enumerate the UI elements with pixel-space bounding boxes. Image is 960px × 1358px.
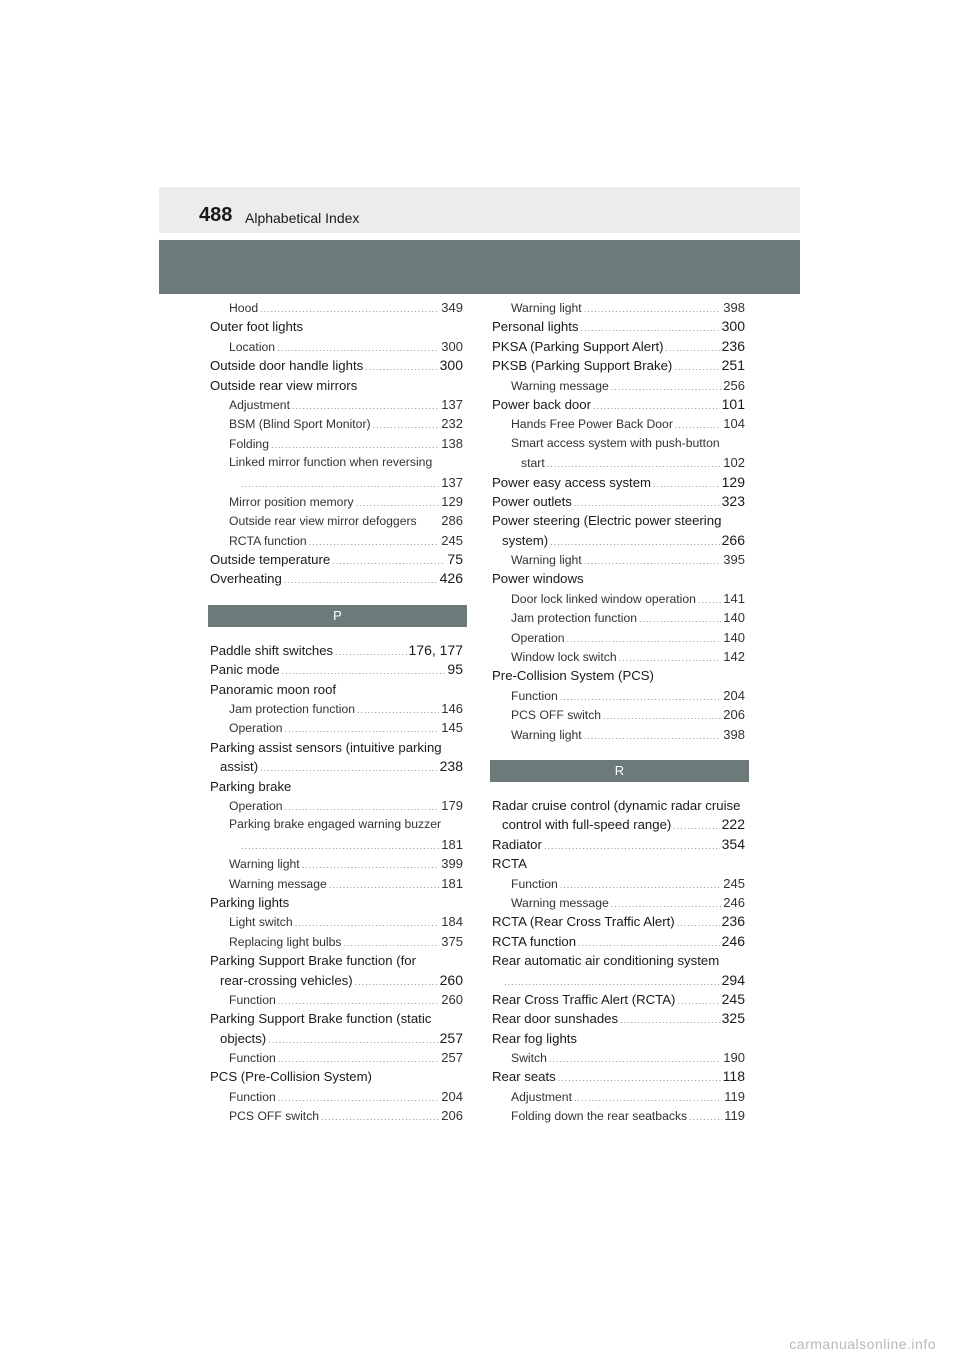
index-entry: [210, 660, 463, 679]
index-entry: [210, 990, 463, 1009]
entry-term: Folding down the rear seatbacks: [511, 1109, 688, 1124]
entry-page: 260: [441, 991, 463, 1007]
entry-page: 222: [721, 816, 745, 833]
index-heading: Panoramic moon roof: [210, 681, 337, 697]
entry-page: 257: [439, 1029, 463, 1046]
index-entry: [492, 395, 745, 414]
entry-term: Door lock linked window operation: [511, 591, 696, 606]
entry-page: 145: [441, 720, 463, 736]
dot-leader: [547, 455, 722, 472]
dot-leader: [278, 1050, 440, 1067]
entry-page: 137: [441, 474, 463, 490]
entry-term: Function: [229, 1089, 276, 1104]
dot-leader: [278, 1089, 440, 1106]
entry-term: system): [502, 532, 549, 548]
dot-leader: [268, 1031, 437, 1048]
entry-page: 325: [721, 1010, 745, 1027]
index-entry: [210, 511, 463, 530]
dot-leader: [285, 798, 440, 815]
index-entry: [210, 835, 463, 854]
index-entry: [492, 647, 745, 666]
entry-term: Folding: [229, 436, 269, 451]
dot-leader: [260, 300, 439, 317]
entry-term: Adjustment: [229, 397, 290, 412]
entry-term: Switch: [511, 1051, 547, 1066]
entry-term: Function: [511, 876, 558, 891]
page-number: 488: [199, 204, 233, 226]
dot-leader: [284, 571, 438, 588]
entry-page: 245: [721, 990, 745, 1007]
dot-leader: [620, 1011, 720, 1028]
dot-leader: [675, 416, 721, 433]
index-entry: [210, 298, 463, 317]
entry-page: 190: [723, 1050, 745, 1066]
index-entry: [492, 492, 745, 511]
dot-leader: [639, 610, 721, 627]
entry-page: 245: [723, 875, 745, 891]
entry-term: RCTA function: [492, 933, 577, 949]
entry-page: 260: [439, 971, 463, 988]
entry-page: 101: [721, 395, 745, 412]
dot-leader: [666, 339, 720, 356]
index-entry: [492, 971, 745, 990]
entry-term: PCS OFF switch: [511, 708, 602, 723]
entry-term: Outside door handle lights: [210, 358, 364, 374]
index-entry: [210, 473, 463, 492]
entries-left-top: [210, 298, 463, 589]
index-heading: Parking brake engaged warning buzzer: [229, 817, 442, 832]
index-heading: Parking Support Brake function (for: [210, 953, 416, 969]
entry-page: 399: [441, 856, 463, 872]
entry-page: 245: [441, 532, 463, 548]
index-entry: [492, 414, 745, 433]
index-heading: Outer foot lights: [210, 319, 304, 335]
entry-term: Operation: [229, 798, 283, 813]
index-entry: [210, 699, 463, 718]
entry-page: 129: [721, 473, 745, 490]
index-entry: [210, 718, 463, 737]
dot-leader: [241, 837, 439, 854]
entry-term: rear-crossing vehicles): [220, 972, 353, 988]
entry-term: Mirror position memory: [229, 494, 354, 509]
entry-page: 251: [721, 357, 745, 374]
dot-leader: [549, 1050, 721, 1067]
index-entry: [210, 395, 463, 414]
entry-page: 141: [723, 590, 745, 606]
entry-term: Jam protection function: [511, 611, 638, 626]
entry-term: Function: [229, 992, 276, 1007]
index-heading: Parking lights: [210, 894, 290, 910]
entry-term: Rear Cross Traffic Alert (RCTA): [492, 991, 676, 1007]
dot-leader: [574, 1089, 722, 1106]
entry-page: 75: [447, 551, 463, 568]
entry-term: Operation: [229, 721, 283, 736]
entry-page: 294: [721, 971, 745, 988]
entry-page: 398: [723, 300, 745, 315]
dot-leader: [574, 494, 720, 511]
entry-term: Light switch: [229, 915, 293, 930]
index-entry: [210, 492, 463, 511]
dot-leader: [295, 914, 440, 931]
entry-page: 232: [441, 416, 463, 432]
section-header-p: P: [208, 605, 467, 627]
dot-leader: [356, 494, 440, 511]
entry-page: 119: [724, 1088, 745, 1104]
dot-leader: [309, 533, 440, 550]
index-entry: [492, 298, 745, 317]
dot-leader: [677, 992, 719, 1009]
index-heading: Parking assist sensors (intuitive parking: [210, 739, 442, 755]
dot-leader: [282, 662, 446, 679]
dot-leader: [271, 436, 439, 453]
index-entry: [492, 337, 745, 356]
entry-page: 246: [723, 894, 745, 910]
dot-leader: [619, 649, 722, 666]
entry-term: RCTA (Rear Cross Traffic Alert): [492, 914, 675, 930]
entry-page: 181: [441, 836, 463, 852]
entry-term: Power back door: [492, 396, 591, 412]
index-entry: [210, 356, 463, 375]
dot-leader: [584, 727, 722, 744]
entry-page: 179: [441, 797, 463, 813]
entry-term: Location: [229, 339, 276, 354]
entry-term: PCS OFF switch: [229, 1109, 320, 1124]
dot-leader: [343, 934, 439, 951]
index-entry: [492, 376, 745, 395]
entry-page: 142: [723, 649, 745, 665]
index-entry: [210, 550, 463, 569]
entry-term: PKSB (Parking Support Brake): [492, 358, 673, 374]
entry-page: 236: [721, 913, 745, 930]
index-entry: [492, 912, 745, 931]
dot-leader: [593, 397, 720, 414]
entry-page: 137: [441, 396, 463, 412]
entry-page: 426: [439, 570, 463, 587]
entry-term: Window lock switch: [511, 650, 617, 665]
dot-leader: [321, 1108, 439, 1125]
entry-page: 238: [439, 758, 463, 775]
entry-page: 375: [441, 933, 463, 949]
dot-leader: [302, 856, 440, 873]
entry-term: control with full-speed range): [502, 817, 672, 833]
dot-leader: [560, 876, 722, 893]
entry-term: Rear door sunshades: [492, 1011, 619, 1027]
index-entry: [492, 589, 745, 608]
dot-leader: [332, 552, 445, 569]
entry-page: 206: [723, 707, 745, 723]
entry-term: Paddle shift switches: [210, 642, 334, 658]
index-heading: Rear fog lights: [492, 1030, 578, 1046]
index-entry: [210, 874, 463, 893]
index-entry: [210, 1106, 463, 1125]
entry-page: 140: [723, 610, 745, 626]
index-entry: [492, 628, 745, 647]
index-entry: [492, 473, 745, 492]
index-heading: Parking brake: [210, 778, 292, 794]
entry-term: Jam protection function: [229, 702, 356, 717]
watermark: carmanualsonline.info: [789, 1336, 936, 1352]
dot-leader: [603, 707, 721, 724]
entry-term: Warning message: [511, 378, 609, 393]
index-entry: [492, 531, 745, 550]
index-entry: [210, 1087, 463, 1106]
index-entry: [492, 815, 745, 834]
entry-page: 129: [441, 493, 463, 509]
entry-term: Power easy access system: [492, 474, 652, 490]
entry-term: Adjustment: [511, 1089, 572, 1104]
entry-page: 146: [441, 701, 463, 717]
entry-page: 398: [723, 726, 745, 742]
index-entry: [210, 1029, 463, 1048]
entry-page: 266: [721, 531, 745, 548]
index-entry: [210, 531, 463, 550]
dot-leader: [335, 643, 406, 660]
entry-page: 246: [721, 932, 745, 949]
entry-page: 118: [722, 1068, 745, 1085]
entry-page: 104: [723, 416, 745, 432]
index-entry: [492, 550, 745, 569]
index-heading: Smart access system with push-button: [511, 435, 720, 450]
entry-term: PKSA (Parking Support Alert): [492, 338, 664, 354]
entry-page: 181: [441, 875, 463, 891]
entry-term: Personal lights: [492, 319, 579, 335]
index-heading: Rear automatic air conditioning system: [492, 953, 720, 969]
index-entry: [210, 337, 463, 356]
index-entry: [492, 1048, 745, 1067]
index-heading: Power windows: [492, 571, 584, 587]
section-header-r: R: [490, 760, 749, 782]
entry-page: 184: [441, 914, 463, 930]
entry-page: 102: [723, 455, 745, 471]
entry-page: 204: [441, 1088, 463, 1104]
index-entry: [210, 1048, 463, 1067]
dot-leader: [355, 973, 438, 990]
entries-left-bottom: [210, 641, 463, 1126]
dot-leader: [278, 992, 440, 1009]
entry-page: 300: [441, 338, 463, 354]
entry-page: 257: [441, 1050, 463, 1066]
entry-page: 204: [723, 687, 745, 703]
index-entry: [210, 434, 463, 453]
entry-page: 236: [721, 337, 745, 354]
index-entry: [492, 1106, 745, 1125]
entries-right-top: [492, 298, 745, 744]
index-entry: [492, 705, 745, 724]
dot-leader: [329, 876, 440, 893]
dot-leader: [653, 475, 720, 492]
index-heading: PCS (Pre-Collision System): [210, 1069, 372, 1085]
index-heading: Pre-Collision System (PCS): [492, 668, 654, 684]
entry-term: Warning message: [229, 876, 327, 891]
index-entry: [492, 608, 745, 627]
dot-leader: [584, 300, 722, 317]
entry-term: Warning light: [229, 857, 300, 872]
entry-page: 138: [441, 435, 463, 451]
index-heading: Power steering (Electric power steering: [492, 513, 722, 529]
index-entry: [492, 356, 745, 375]
index-entry: [492, 932, 745, 951]
index-heading: Linked mirror function when reversing: [229, 455, 433, 470]
dot-leader: [504, 973, 720, 990]
index-entry: [492, 893, 745, 912]
index-entry: [492, 1009, 745, 1028]
dot-leader: [241, 475, 439, 492]
entry-page: 300: [439, 357, 463, 374]
index-entry: [210, 854, 463, 873]
index-entry: [210, 414, 463, 433]
entry-term: Radiator: [492, 836, 542, 852]
entry-term: Warning message: [511, 895, 609, 910]
index-entry: [492, 317, 745, 336]
entry-term: Function: [511, 688, 558, 703]
index-column-left: [210, 298, 463, 1126]
index-entry: [210, 569, 463, 588]
entry-term: RCTA function: [229, 533, 307, 548]
index-entry: [210, 641, 463, 660]
entry-page: 176, 177: [408, 641, 463, 658]
entry-term: Warning light: [511, 727, 582, 742]
entry-term: start: [521, 456, 545, 471]
dot-leader: [260, 759, 438, 776]
index-entry: [492, 835, 745, 854]
page-title: Alphabetical Index: [245, 210, 360, 226]
dot-leader: [277, 339, 439, 356]
index-column-right: [492, 298, 745, 1126]
dot-leader: [567, 630, 722, 647]
entry-term: objects): [220, 1030, 267, 1046]
dot-leader: [560, 688, 722, 705]
index-entry: [492, 990, 745, 1009]
index-heading: Radar cruise control (dynamic radar cruise: [492, 797, 741, 813]
dot-leader: [357, 701, 439, 718]
entry-term: BSM (Blind Sport Monitor): [229, 417, 371, 432]
entry-page: 286: [441, 513, 463, 529]
dot-leader: [677, 914, 720, 931]
entry-page: 300: [721, 318, 745, 335]
dot-leader: [544, 837, 720, 854]
dot-leader: [292, 397, 439, 414]
entry-term: Warning light: [511, 301, 582, 315]
dot-leader: [365, 358, 437, 375]
entry-term: Hands Free Power Back Door: [511, 417, 673, 432]
index-entry: [492, 1087, 745, 1106]
index-entry: [492, 686, 745, 705]
dot-leader: [689, 1108, 722, 1125]
index-entry: [492, 874, 745, 893]
entry-term: Hood: [229, 301, 259, 315]
entry-page: 395: [723, 552, 745, 568]
entry-term: Power outlets: [492, 493, 572, 509]
dot-leader: [698, 591, 721, 608]
index-entry: [210, 932, 463, 951]
dot-leader: [578, 934, 720, 951]
entry-term: Outside temperature: [210, 552, 331, 568]
dot-leader: [611, 378, 722, 395]
entry-term: Replacing light bulbs: [229, 934, 342, 949]
index-entry: [210, 757, 463, 776]
entry-term: Function: [229, 1051, 276, 1066]
entries-right-bottom: [492, 796, 745, 1126]
entry-term: Outside rear view mirror defoggers: [229, 514, 417, 529]
index-entry: [492, 1067, 745, 1086]
dot-leader: [285, 720, 440, 737]
index-heading: RCTA: [492, 856, 527, 872]
entry-page: 95: [447, 661, 463, 678]
entry-term: assist): [220, 759, 259, 775]
entry-term: Overheating: [210, 571, 282, 587]
index-heading: Parking Support Brake function (static: [210, 1011, 432, 1027]
index-heading: Outside rear view mirrors: [210, 377, 358, 393]
index-entry: [210, 912, 463, 931]
entry-page: 256: [723, 377, 745, 393]
dot-leader: [550, 533, 719, 550]
entry-page: 349: [441, 300, 463, 315]
entry-page: 119: [724, 1108, 745, 1124]
dot-leader: [673, 817, 719, 834]
dot-leader: [581, 319, 720, 336]
dot-leader: [584, 552, 722, 569]
dot-leader: [373, 416, 440, 433]
entry-term: Rear seats: [492, 1069, 556, 1085]
entry-term: Panic mode: [210, 662, 280, 678]
entry-page: 206: [441, 1108, 463, 1124]
index-entry: [210, 971, 463, 990]
entry-page: 323: [721, 492, 745, 509]
entry-page: 140: [723, 629, 745, 645]
entry-term: Operation: [511, 630, 565, 645]
index-entry: [492, 725, 745, 744]
index-entry: [210, 796, 463, 815]
index-entry: [492, 453, 745, 472]
dot-leader: [611, 895, 722, 912]
entry-term: Warning light: [511, 553, 582, 568]
header-bar: [159, 240, 800, 294]
entry-page: 354: [721, 835, 745, 852]
dot-leader: [674, 358, 719, 375]
dot-leader: [558, 1069, 721, 1086]
